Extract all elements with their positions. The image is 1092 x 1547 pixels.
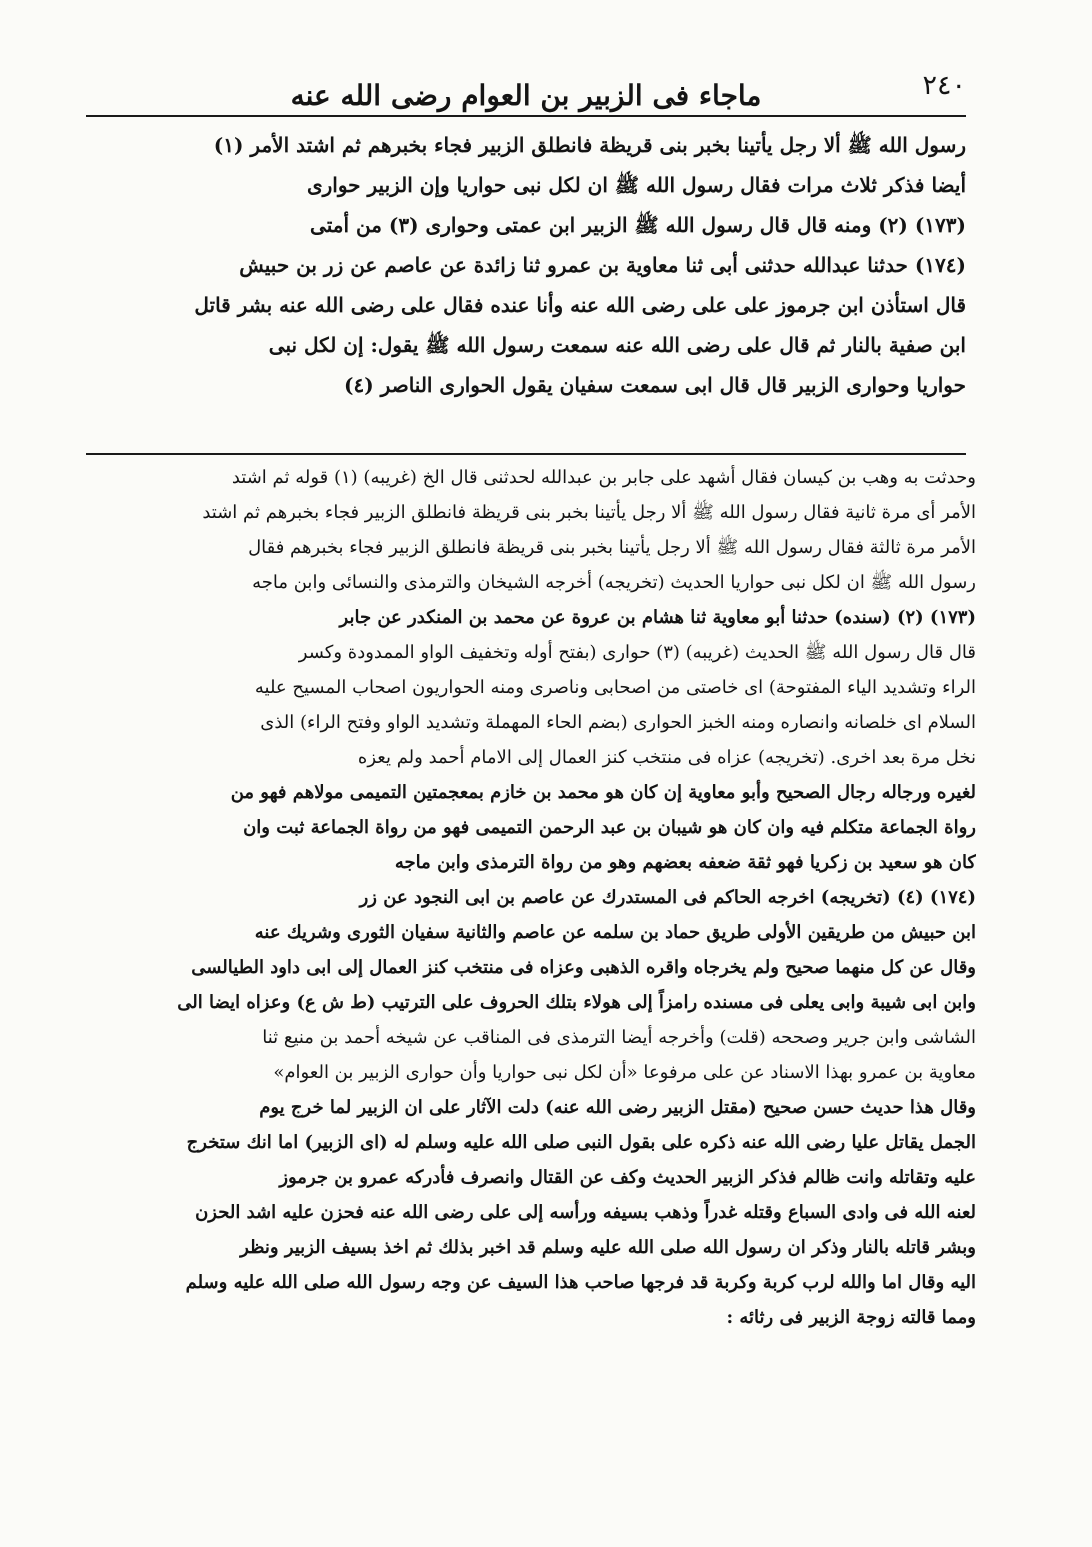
- text-line: معاوية بن عمرو بهذا الاسناد عن على مرفوعا «أن لكل نبى حواريا وأن حوارى الزبير بن العوام»: [273, 1062, 976, 1083]
- text-line: قال استأذن ابن جرموز على على رضى الله عنه وأنا عنده فقال على رضى الله عنه بشر قاتل: [194, 293, 966, 317]
- text-line: رسول الله ﷺ ان لكل نبى حواريا الحديث (تخريجه) أخرجه الشيخان والترمذى والنسائى وابن ماجه: [252, 572, 976, 593]
- text-line: وقال عن كل منهما صحيح ولم يخرجاه واقره الذهبى وعزاه فى منتخب كنز العمال إلى ابى داود الطيالسى: [191, 957, 976, 978]
- text-line: وقال هذا حديث حسن صحيح (مقتل الزبير رضى الله عنه) دلت الآثار على ان الزبير لما خرج يوم: [259, 1097, 976, 1118]
- text-line: ابن حبيش من طريقين الأولى طريق حماد بن سلمه عن عاصم والثانية سفيان الثورى وشريك عنه: [254, 922, 976, 943]
- text-line: لغيره ورجاله رجال الصحيح وأبو معاوية إن كان هو محمد بن خازم بمعجمتين التميمى مولاهم فهو من: [230, 782, 976, 803]
- text-line: الشاشى وابن جرير وصححه (قلت) وأخرجه أيضا الترمذى فى المناقب عن شيخه أحمد بن منيع ثنا: [262, 1027, 976, 1048]
- text-line: لعنه الله فى وادى السباع وقتله غدراً وذهب بسيفه ورأسه إلى على رضى الله عنه فحزن عليه اشد الحزن: [195, 1202, 976, 1223]
- text-line: اليه وقال اما والله لرب كربة وكربة قد فرجها صاحب هذا السيف عن وجه رسول الله صلى الله عليه وسلم: [185, 1272, 976, 1293]
- text-line: أيضا فذكر ثلاث مرات فقال رسول الله ﷺ ان لكل نبى حواريا وإن الزبير حوارى: [306, 173, 966, 197]
- main-hadith-text: [86, 125, 966, 405]
- text-line: قال قال رسول الله ﷺ الحديث (غريبه) (٣) حوارى (بفتح أوله وتخفيف الواو الممدودة وكسر: [298, 642, 976, 663]
- text-line: الأمر مرة ثالثة فقال رسول الله ﷺ ألا رجل يأتينا بخبر بنى قريظة فانطلق الزبير فجاء بخبرهم فقال: [248, 537, 976, 558]
- text-line: وحدثت به وهب بن كيسان فقال أشهد على جابر بن عبدالله لحدثنى قال الخ (غريبه) (١) قوله ثم اشتد: [231, 467, 976, 488]
- text-line: وابن ابى شيبة وابى يعلى فى مسنده رامزاً إلى هولاء بتلك الحروف على الترتيب (ط ش ع) وعزاه ايضا الى: [177, 992, 976, 1013]
- text-line: (١٧٣) (٢) (سنده) حدثنا أبو معاوية ثنا هشام بن عروة عن محمد بن المنكدر عن جابر: [339, 607, 976, 628]
- text-line: حواريا وحوارى الزبير قال قال ابى سمعت سفيان يقول الحوارى الناصر (٤): [344, 373, 966, 397]
- text-line: ابن صفية بالنار ثم قال على رضى الله عنه سمعت رسول الله ﷺ يقول: إن لكل نبى: [268, 333, 966, 357]
- text-line: ومما قالته زوجة الزبير فى رثائه :: [726, 1307, 976, 1328]
- text-line: عليه وتقاتله وانت ظالم فذكر الزبير الحديث وكف عن القتال وانصرف فأدركه عمرو بن جرموز: [279, 1167, 976, 1188]
- text-line: السلام اى خلصانه وانصاره ومنه الخبز الحوارى (بضم الحاء المهملة وتشديد الواو وفتح الراء) الذى: [260, 712, 976, 733]
- text-line: الجمل يقاتل عليا رضى الله عنه ذكره على بقول النبى صلى الله عليه وسلم له (اى الزبير) اما انك ستخرج: [186, 1132, 976, 1153]
- text-line: (١٧٣) (٢) ومنه قال قال رسول الله ﷺ الزبير ابن عمتى وحوارى (٣) من أمتى: [310, 213, 966, 237]
- text-line: نخل مرة بعد اخرى. (تخريجه) عزاه فى منتخب كنز العمال إلى الامام أحمد ولم يعزه: [357, 747, 976, 768]
- text-line: الراء وتشديد الياء المفتوحة) اى خاصتى من اصحابى وناصرى ومنه الحواريون اصحاب المسيح عليه: [254, 677, 976, 698]
- text-line: رسول الله ﷺ ألا رجل يأتينا بخبر بنى قريظة فانطلق الزبير فجاء بخبرهم ثم اشتد الأمر (١): [213, 133, 966, 157]
- footnote-separator-rule: [86, 453, 966, 455]
- text-line: (١٧٤) حدثنا عبدالله حدثنى أبى ثنا معاوية بن عمرو ثنا زائدة عن عاصم عن زر بن حبيش: [239, 253, 966, 277]
- header-rule: [86, 115, 966, 117]
- text-line: وبشر قاتله بالنار وذكر ان رسول الله صلى الله عليه وسلم قد اخبر بذلك ثم اخذ بسيف الزبير ونظر: [240, 1237, 976, 1258]
- page-number: ٢٤٠: [922, 70, 966, 101]
- text-line: رواة الجماعة متكلم فيه وان كان هو شيبان بن عبد الرحمن التميمى فهو من رواة الجماعة ثبت وان: [243, 817, 976, 838]
- commentary-footnotes: [76, 460, 976, 1335]
- text-line: (١٧٤) (٤) (تخريجه) اخرجه الحاكم فى المستدرك عن عاصم بن ابى النجود عن زر: [359, 887, 976, 908]
- text-line: الأمر أى مرة ثانية فقال رسول الله ﷺ ألا رجل يأتينا بخبر بنى قريظة فانطلق الزبير فجاء بخبرهم ثم اشتد: [202, 502, 976, 523]
- page-header: [86, 62, 966, 112]
- text-line: كان هو سعيد بن زكريا فهو ثقة ضعفه بعضهم وهو من رواة الترمذى وابن ماجه: [394, 852, 976, 873]
- running-title: ماجاء فى الزبير بن العوام رضى الله عنه: [290, 79, 762, 112]
